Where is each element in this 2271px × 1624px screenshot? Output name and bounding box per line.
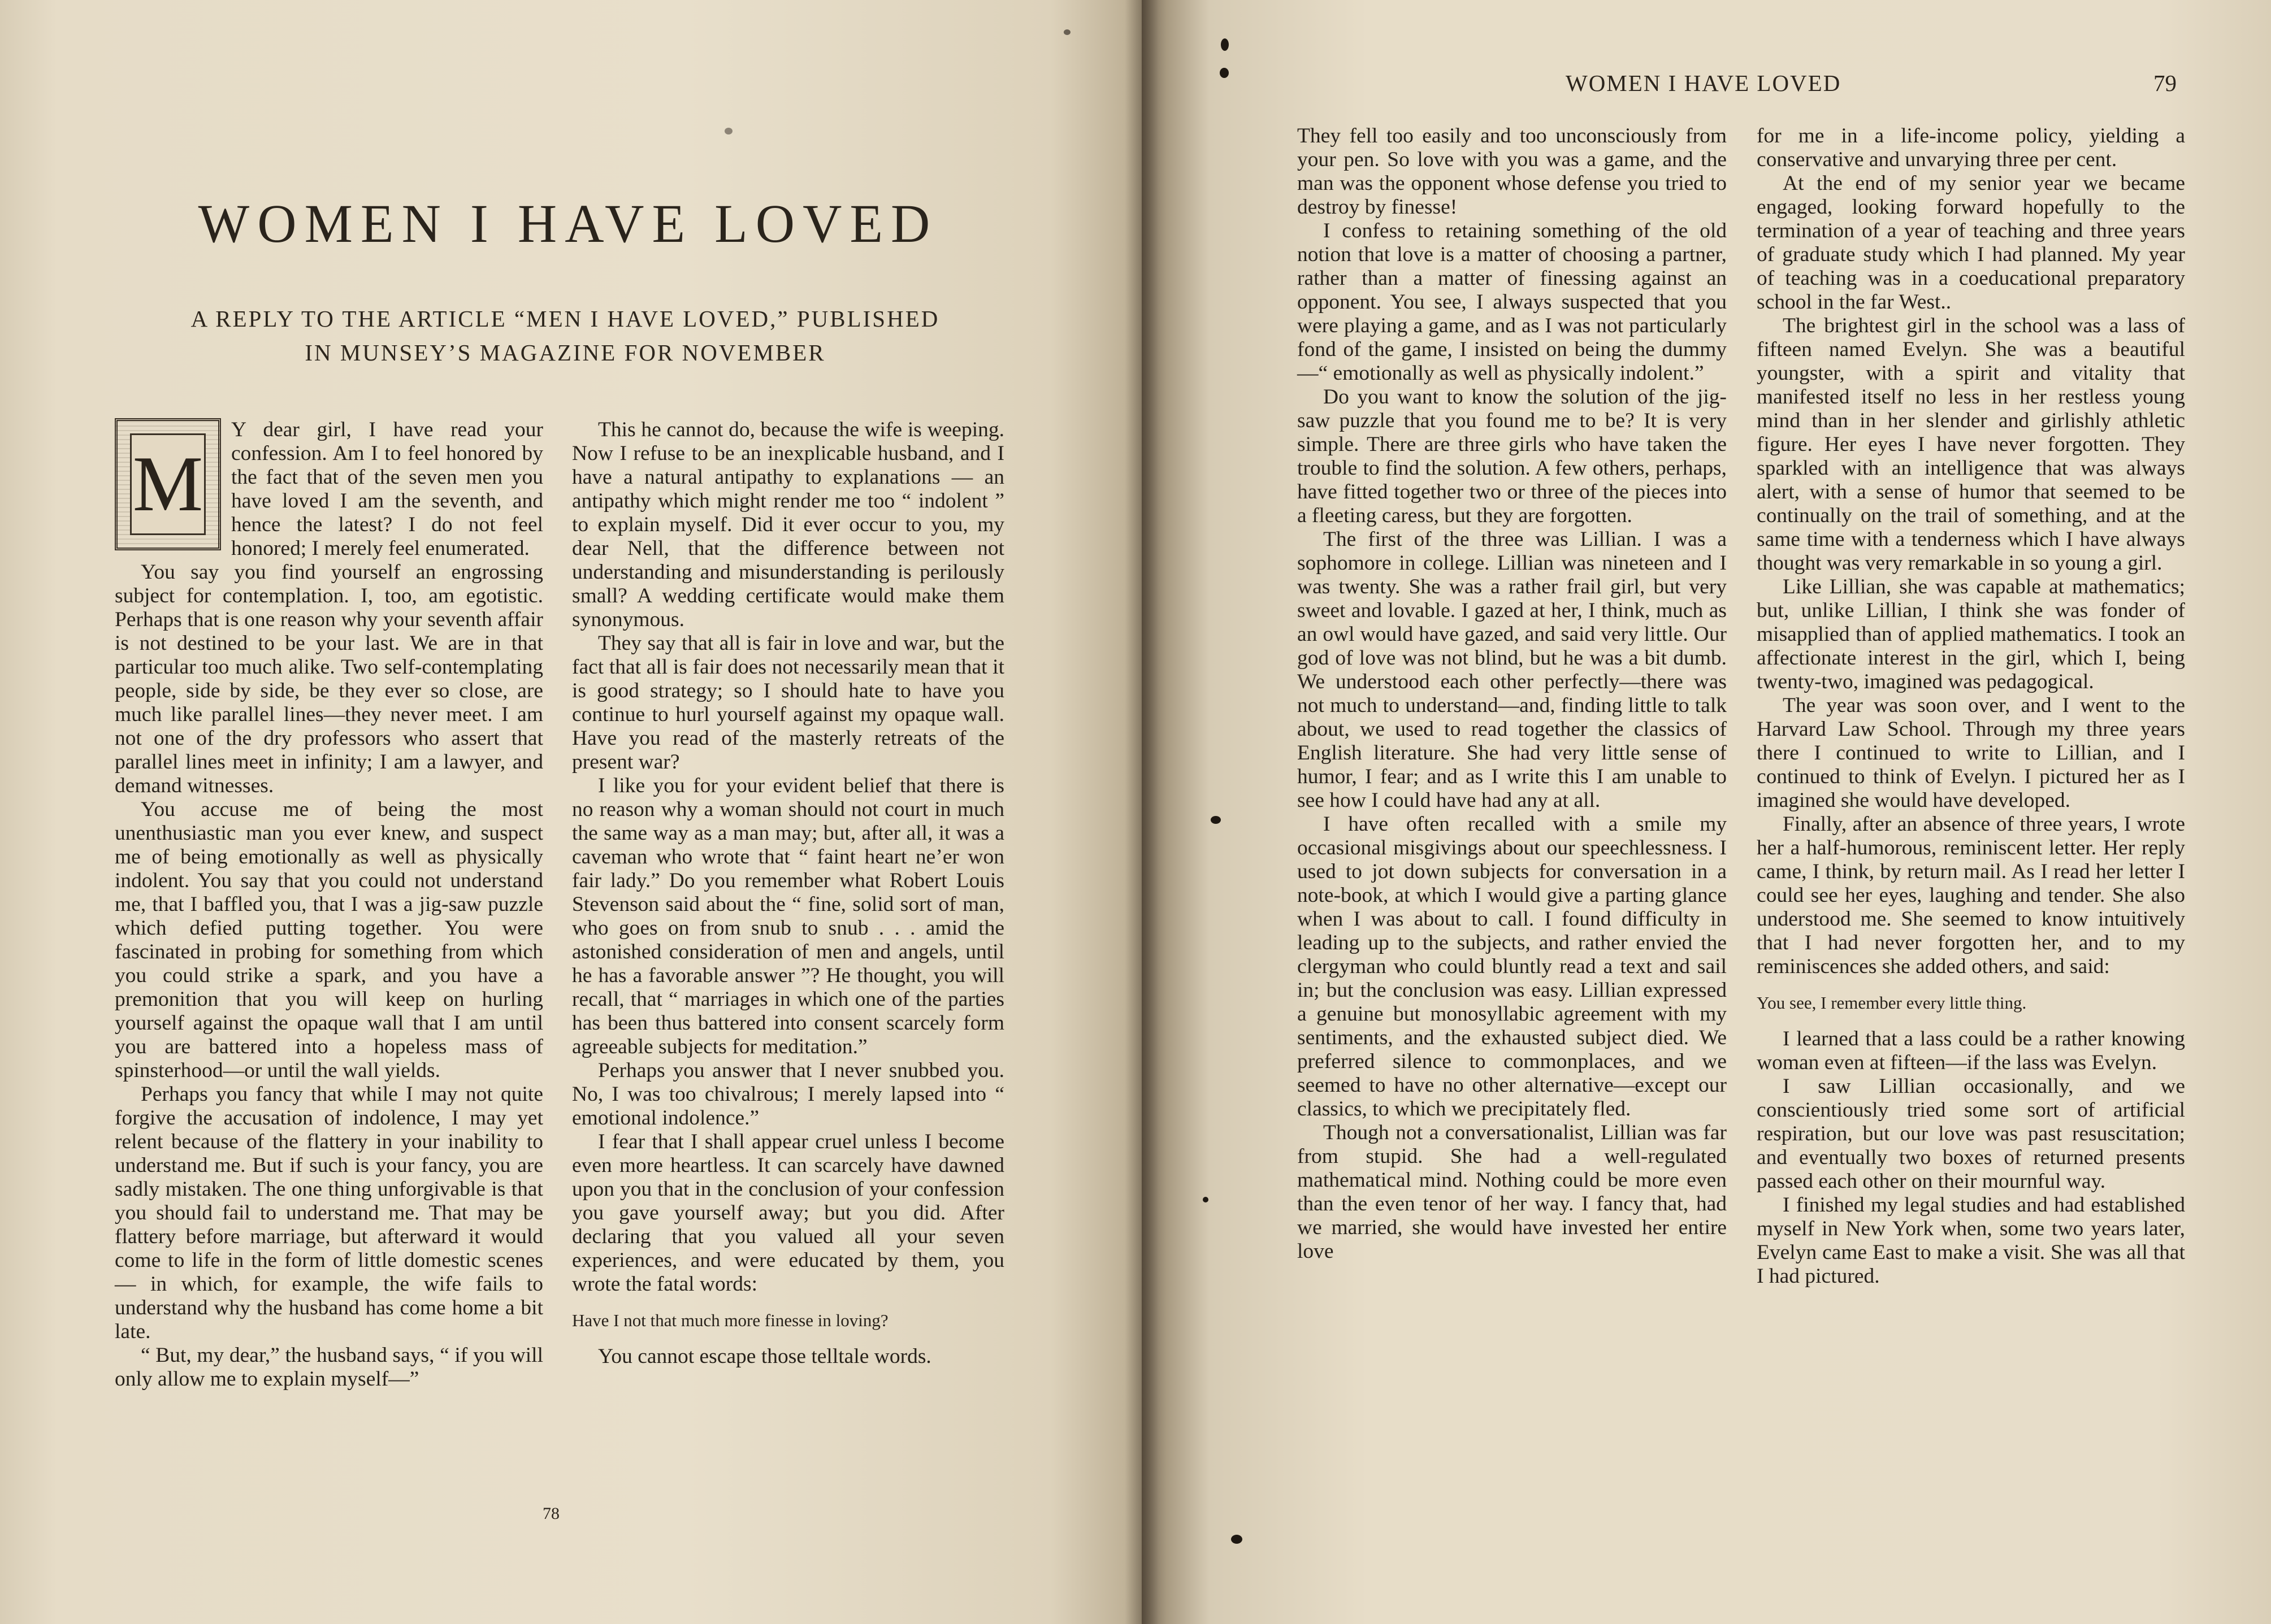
paragraph: Do you want to know the solution of the jig-saw puzzle that you found me to be? It is very simple. There are three girls who have taken the trouble to find the solution. A few others, perhaps, have fitted together two or three of the pieces into a fleeting caress, but they are forgotten. [1297, 385, 1727, 527]
subtitle-line-2: IN MUNSEY’S MAGAZINE FOR NOVEMBER [305, 340, 826, 366]
paragraph: Y dear girl, I have read your confession. Am I to feel honored by the fact that of the seven men you have loved I am the seventh, and hence the latest? I do not feel honored; I merely feel enumerated. [231, 418, 543, 560]
paper-speck [1203, 1197, 1208, 1202]
paper-speck [725, 128, 733, 134]
paragraph: They fell too easily and too unconsciously from your pen. So love with you was a game, and the man was the opponent whose defense you tried to destroy by finesse! [1297, 124, 1727, 219]
paragraph: Finally, after an absence of three years, I wrote her a half-humorous, reminiscent letter. Her reply came, I think, by return mail. As I read her letter I could see her eyes, laughing and tender. She also understood me. She seemed to know intuitively that I had never forgotten her, and to my reminiscences she added others, and said: [1757, 813, 2185, 978]
paragraph: The first of the three was Lillian. I was a sophomore in college. Lillian was nineteen and I was twenty. She was a rather frail girl, but very sweet and lovable. I gazed at her, I think, much as an owl would have gazed, and said very little. Our god of love was not blind, but he was a bit dumb. We understood each other perfectly—there was not much to understand—and, finding little to talk about, we used to read together the classics of English literature. She had very little sense of humor, I fear; and as I write this I am unable to see how I could have had any at all. [1297, 528, 1727, 812]
paragraph: The year was soon over, and I went to the Harvard Law School. Through my three years there I continued to write to Lillian, and I continued to think of Evelyn. I pictured her as I imagined she would have developed. [1757, 694, 2185, 812]
paragraph: They say that all is fair in love and war, but the fact that all is fair does not necessarily mean that it is good strategy; so I should hate to have you continue to hurl yourself against my opaque wall. Have you read of the masterly retreats of the present war? [572, 632, 1004, 774]
paragraph: I fear that I shall appear cruel unless I become even more heartless. It can scarcely have dawned upon you that in the conclusion of your confession you gave yourself away; but you did. After declaring that you valued all your seven experiences, and were educated by them, you wrote the fatal words: [572, 1130, 1004, 1296]
paragraph: Like Lillian, she was capable at mathematics; but, unlike Lillian, I think she was fonder of misapplied than of applied mathematics. I took an affectionate interest in the girl, which I, being twenty-two, imagined was pedagogical. [1757, 575, 2185, 693]
paragraph: I learned that a lass could be a rather knowing woman even at fifteen—if the lass was Evelyn. [1757, 1027, 2185, 1074]
drop-cap-ornament [115, 418, 221, 550]
paragraph: You cannot escape those telltale words. [598, 1345, 931, 1368]
article-subtitle [107, 302, 1023, 370]
paragraph: I like you for your evident belief that there is no reason why a woman should not court in much the same way as a man may; but, after all, it was a caveman who wrote that “ faint heart ne’er won fair lady.” Do you remember what Robert Louis Stevenson said about the “ fine, solid sort of man, who goes on from snub to snub . . . amid the astonished consideration of men and angels, until he has a favorable answer ”? He thought, you will recall, that “ marriages in which one of the parties has been thus battered into consent scarcely form agreeable subjects for meditation.” [572, 774, 1004, 1058]
paragraph: I have often recalled with a smile my occasional misgivings about our speechlessness. I used to jot down subjects for conversation in a note-book, at which I would give a parting glance when I was about to call. I found difficulty in leading up to the subjects, and rather envied the clergyman who could bluntly read a text and sail in; but the conclusion was easy. Lillian expressed a genuine but monosyllabic agreement with my sentiments, and the exhausted subject died. We preferred silence to commonplaces, and we seemed to have no other alternative—except our classics, to which we precipitately fled. [1297, 813, 1727, 1121]
right-column-1 [1297, 124, 1727, 1263]
paper-speck [1211, 816, 1221, 824]
left-column-2 [572, 418, 1004, 1369]
quoted-line: You see, I remember every little thing. [1757, 993, 2027, 1013]
paper-speck [1231, 1535, 1242, 1544]
paragraph: Perhaps you answer that I never snubbed you. No, I was too chivalrous; I merely lapsed into “ emotional indolence.” [572, 1059, 1004, 1130]
running-head: WOMEN I HAVE LOVED [1566, 70, 1841, 96]
left-column-1 [115, 418, 543, 1391]
paragraph: The brightest girl in the school was a lass of fifteen named Evelyn. She was a beautiful youngster, with a spirit and vitality that manifested itself no less in her restless young mind than in her slender and girlishly athletic figure. Her eyes I have never forgotten. They sparkled with an intelligence that was always alert, with a sense of humor that seemed to be continually on the trail of something, and at the same time with a tenderness which I have always thought was very remarkable in so young a girl. [1757, 314, 2185, 575]
quoted-line: Have I not that much more finesse in loving? [572, 1310, 889, 1330]
book-gutter [1125, 0, 1159, 1624]
paragraph: I finished my legal studies and had established myself in New York when, some two years later, Evelyn came East to make a visit. She was all that I had pictured. [1757, 1193, 2185, 1288]
article-title: WOMEN I HAVE LOVED [198, 193, 938, 254]
paragraph: for me in a life-income policy, yielding a conservative and unvarying three per cent. [1757, 124, 2185, 171]
right-column-2 [1757, 124, 2185, 1288]
paragraph: I confess to retaining something of the old notion that love is a matter of choosing a partner, rather than a matter of finessing against an opponent. You see, I always suspected that you were playing a game, and as I was not particularly fond of the game, I insisted on being the dummy—“ emotionally as well as physically indolent.” [1297, 219, 1727, 385]
paragraph: Though not a conversationalist, Lillian was far from stupid. She had a well-regulated mathematical mind. Nothing could be more even than the even tenor of her way. I fancy that, had we married, she would have invested her entire love [1297, 1121, 1727, 1263]
paragraph: At the end of my senior year we became engaged, looking forward hopefully to the termination of a year of teaching and three years of graduate study which I had planned. My year of teaching was in a coeducational preparatory school in the far West.. [1757, 172, 2185, 314]
paragraph: I saw Lillian occasionally, and we conscientiously tried some sort of artificial respiration, but our love was past resuscitation; and eventually two boxes of returned presents passed each other on their mournful way. [1757, 1075, 2185, 1193]
paragraph: Perhaps you fancy that while I may not quite forgive the accusation of indolence, I may yet relent because of the flattery in your inability to understand me. But if such is your fancy, you are sadly mistaken. The one thing unforgivable is that you should fail to understand me. That may be flattery before marriage, but afterward it would come to life in the form of little domestic scenes — in which, for example, the wife fails to understand why the husband has come home a bit late. [115, 1083, 543, 1343]
paper-speck [1221, 38, 1229, 51]
drop-cap-letter: M [130, 433, 206, 535]
paper-speck [1220, 68, 1229, 78]
subtitle-line-1: A REPLY TO THE ARTICLE “MEN I HAVE LOVED,” PUBLISHED [190, 306, 940, 332]
paragraph: You say you find yourself an engrossing subject for contemplation. I, too, am egotistic. Perhaps that is one reason why your seventh affair is not destined to be your last. We are in that particular too much alike. Two self-contemplating people, side by side, be they ever so close, are much like parallel lines—they never meet. I am not one of the dry professors who assert that parallel lines meet in infinity; I am a lawyer, and demand witnesses. [115, 561, 543, 797]
page-number-left: 78 [543, 1504, 560, 1523]
paper-speck [1064, 29, 1071, 35]
paragraph: You accuse me of being the most unenthusiastic man you ever knew, and suspect me of being emotionally as well as physically indolent. You say that you could not understand me, that I baffled you, that I was a jig-saw puzzle which defied putting together. You were fascinated in probing for something from which you could strike a spark, and you have a premonition that you will keep on hurling yourself against the opaque wall that I am until you are battered into a hopeless mass of spinsterhood—or until the wall yields. [115, 798, 543, 1082]
paragraph: “ But, my dear,” the husband says, “ if you will only allow me to explain myself—” [115, 1344, 543, 1391]
page-number-right: 79 [2153, 70, 2177, 96]
paragraph: This he cannot do, because the wife is weeping. Now I refuse to be an inexplicable husband, and I have a natural antipathy to explanations — an antipathy which might render me too “ indolent ” to explain myself. Did it ever occur to you, my dear Nell, that the difference between not understanding and misunderstanding is perilously small? A wedding certificate would make them synonymous. [572, 418, 1004, 631]
